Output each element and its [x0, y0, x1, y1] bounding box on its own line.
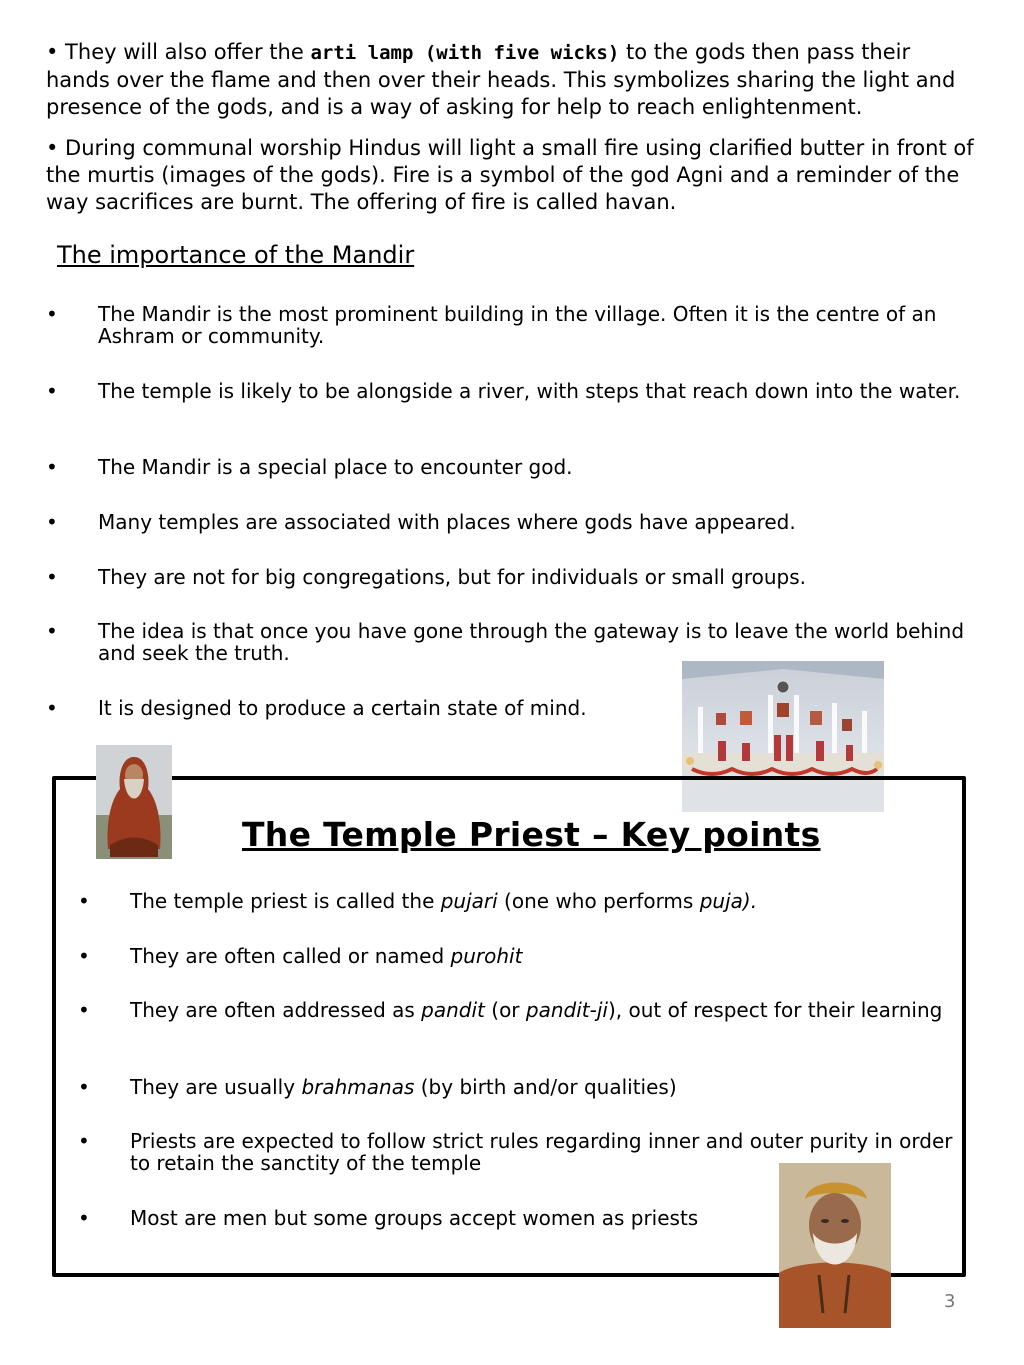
mandir-heading: The importance of the Mandir — [57, 241, 415, 269]
page-number: 3 — [944, 1291, 956, 1312]
intro-p1-text: • They will also offer the — [46, 40, 311, 64]
priest-title: The Temple Priest – Key points — [242, 815, 821, 854]
priest-list: • The temple priest is called the pujari (one who performs puja). • They are often called or named purohit • They are often addressed as pandit (or pandit-ji), out of respect for their learning • They are usually brahmanas (by birth and/or qualities) • Priests are expected to follow strict rules regarding inner and outer purity in order to retain the sanctity of the temple • Most are men but some groups accept women as priests — [78, 889, 953, 1230]
priest-portrait-photo — [779, 1163, 891, 1328]
intro-paragraph-havan: • During communal worship Hindus will light a small fire using clarified butter in front of the murtis (images of the gods). Fire is a symbol of the god Agni and a reminder of the way sacrifices are burnt. The offering of fire is called havan. — [46, 136, 974, 214]
arti-lamp-bold: arti lamp (with five wicks) — [310, 42, 620, 64]
mandir-list: • The Mandir is the most prominent building in the village. Often it is the centre of an Ashram or community. • The temple is likely to be alongside a river, with steps that reach down into the water. • The Mandir is a special place to encounter god. • Many temples are associated with places where gods have appeared. • They are not for big congregations, but for individuals or small groups. • The idea is that once you have gone through the gateway is to leave the world behind and seek the truth. • It is designed to produce a certain state of mind. — [46, 302, 965, 720]
intro-p1-rest: to the gods then pass their hands over the flame and then over their heads. This symbolizes sharing the light and presence of the gods, and is a way of asking for help to reach enlightenment. — [46, 40, 956, 119]
